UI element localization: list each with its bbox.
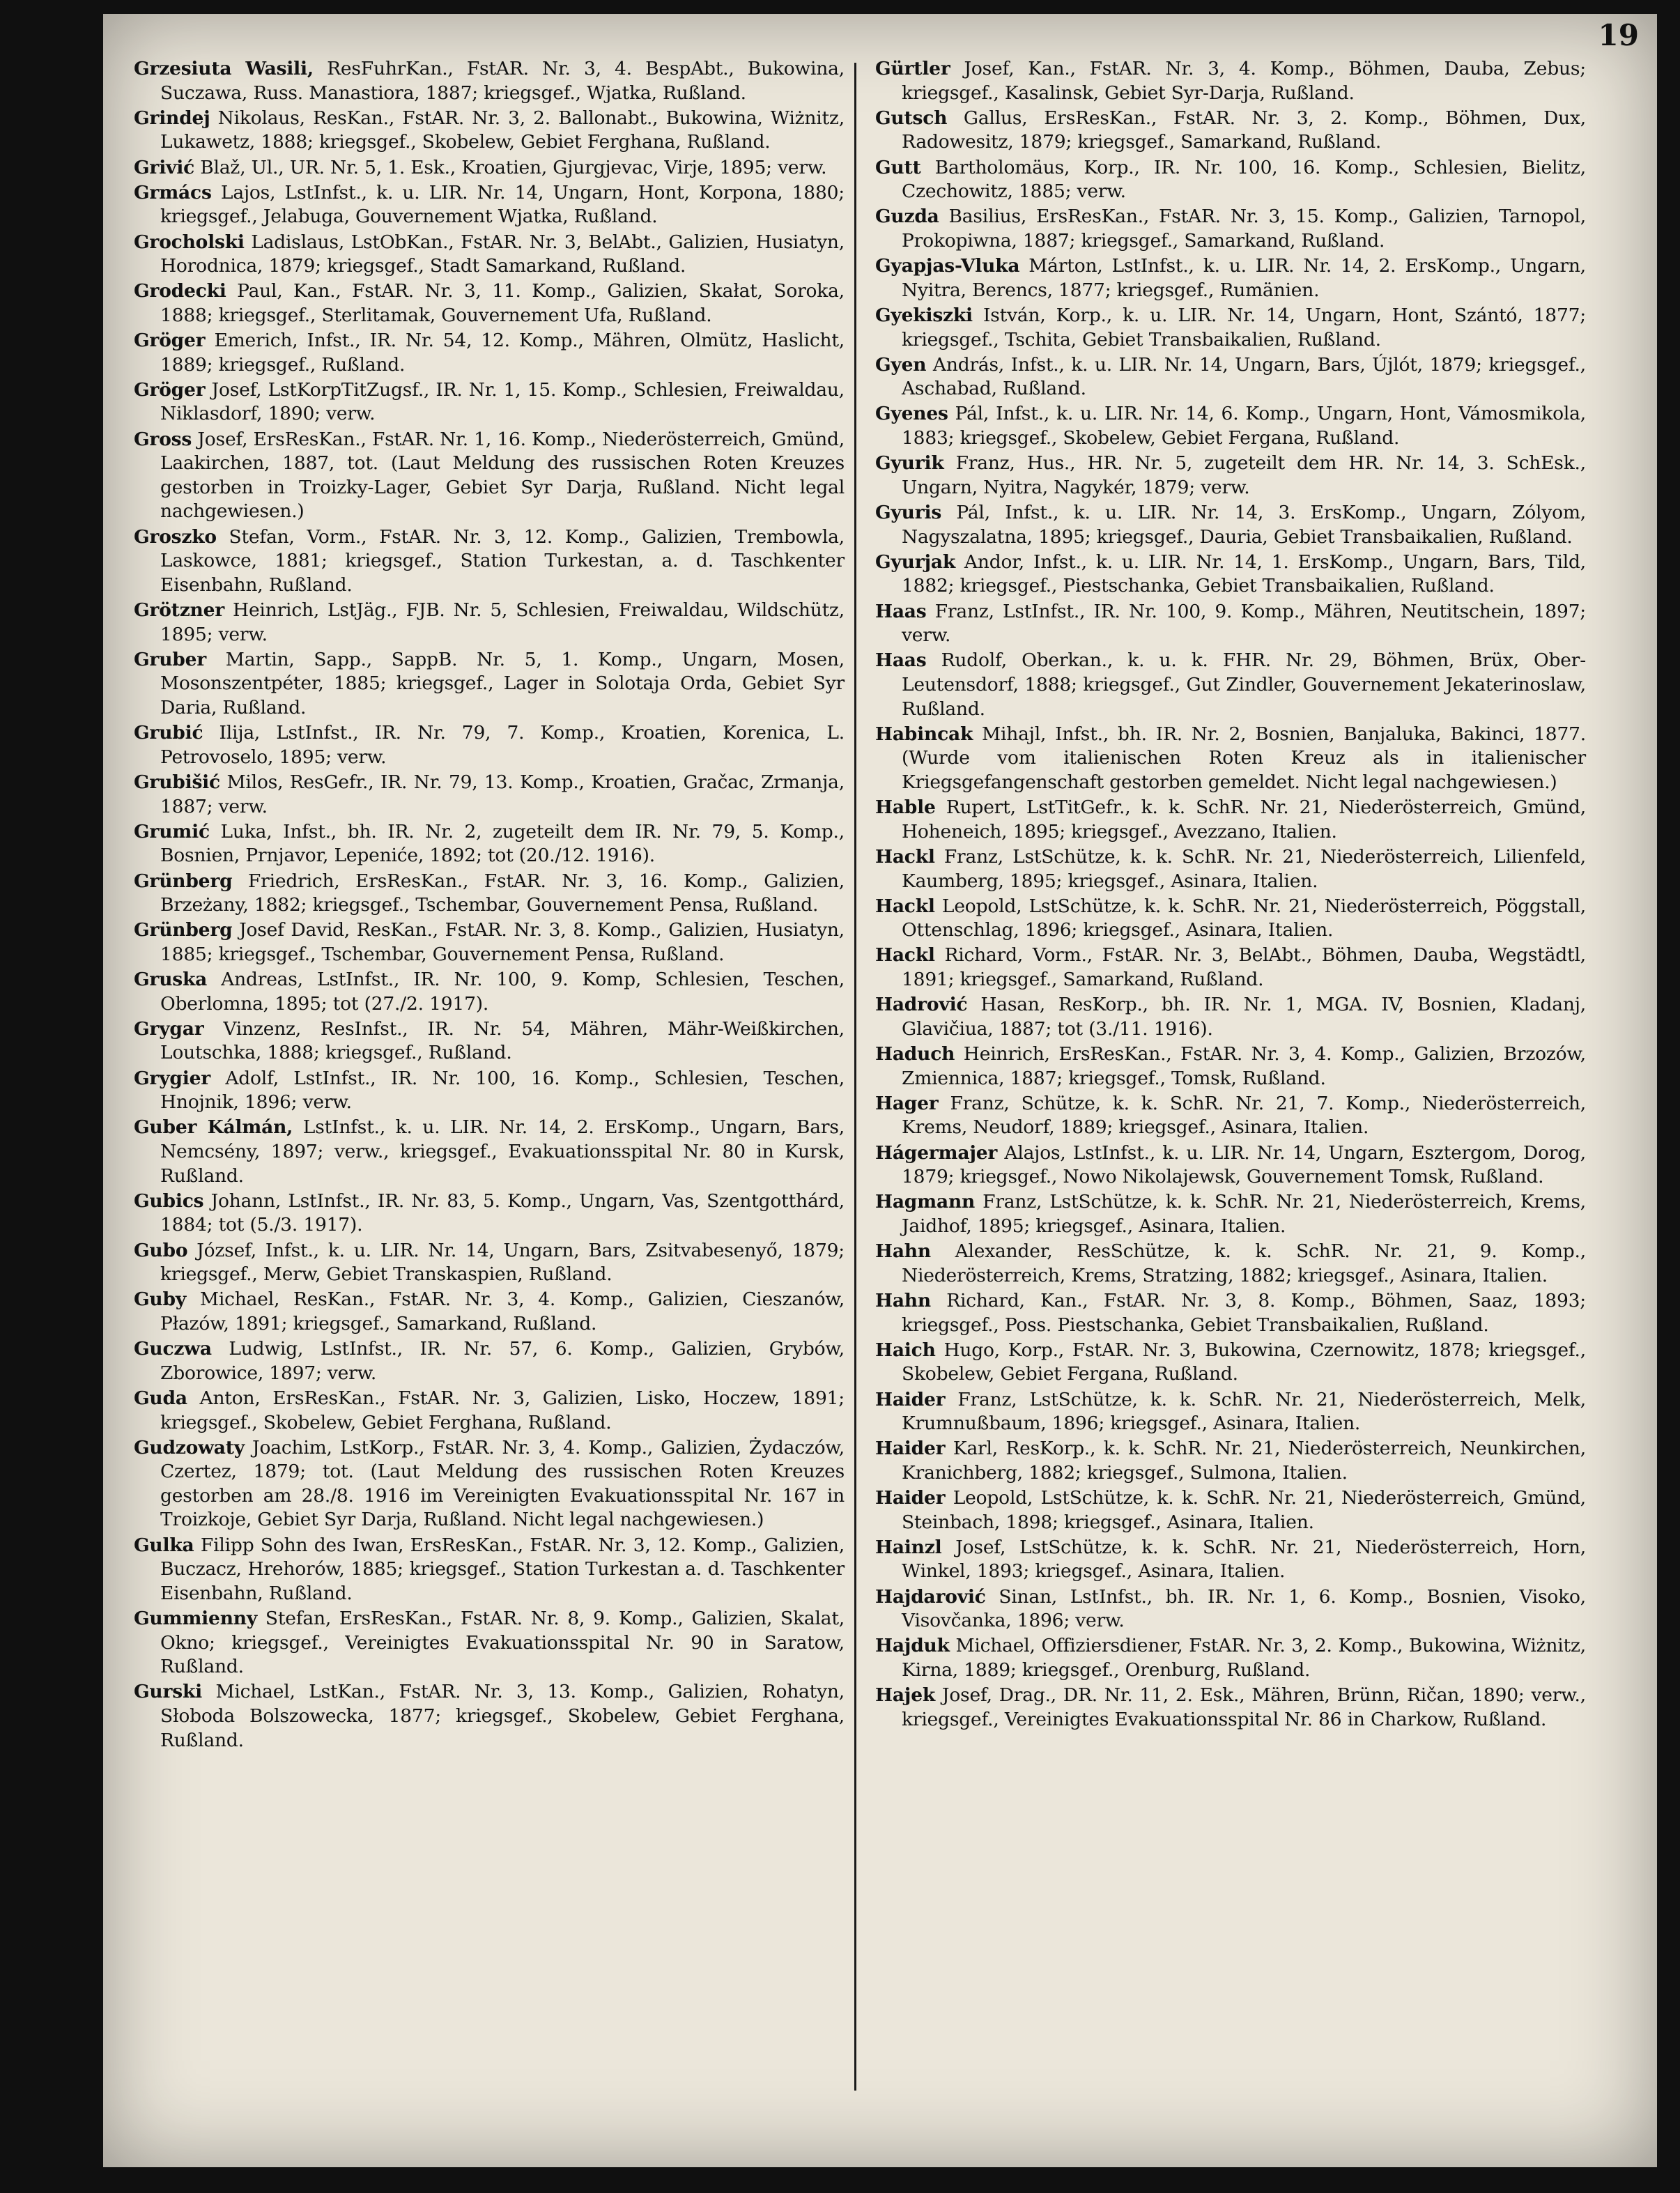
register-entry: [875, 402, 1586, 450]
register-entry: [134, 1680, 845, 1753]
entry-surname: Hager: [875, 1092, 939, 1114]
entry-details: Milos, ResGefr., IR. Nr. 79, 13. Komp., Kroatien, Gračac, Zrmanja, 1887; verw.: [160, 771, 845, 817]
entry-surname: Grmács: [134, 181, 212, 203]
entry-details: Mihajl, Infst., bh. IR. Nr. 2, Bosnien, Banjaluka, Bakinci, 1877. (Wurde vom italienischen Roten Kreuz als in italienischer Kriegsgefangenschaft gestorben gemeldet. Nicht legal nachgewiesen.): [902, 723, 1586, 793]
entry-details: Andreas, LstInfst., IR. Nr. 100, 9. Komp, Schlesien, Teschen, Oberlomna, 1895; tot (27./2. 1917).: [160, 969, 845, 1015]
register-entry: [134, 181, 845, 229]
entry-details: Michael, ResKan., FstAR. Nr. 3, 4. Komp., Galizien, Cieszanów, Płazów, 1891; kriegsgef., Samarkand, Rußland.: [160, 1288, 845, 1334]
entry-surname: Hágermajer: [875, 1141, 998, 1164]
entry-details: Leopold, LstSchütze, k. k. SchR. Nr. 21, Niederösterreich, Gmünd, Steinbach, 1898; kriegsgef., Asinara, Italien.: [902, 1487, 1586, 1533]
register-entry: [134, 525, 845, 598]
entry-surname: Grindej: [134, 107, 210, 129]
entry-details: Vinzenz, ResInfst., IR. Nr. 54, Mähren, Mähr-Weißkirchen, Loutschka, 1888; kriegsgef., Rußland.: [160, 1017, 845, 1064]
register-entry: [134, 1337, 845, 1385]
register-entry: [134, 57, 845, 105]
register-entry: [875, 1190, 1586, 1238]
entry-surname: Guber Kálmán,: [134, 1116, 293, 1139]
entry-surname: Grumić: [134, 820, 210, 842]
entry-details: Josef David, ResKan., FstAR. Nr. 3, 8. Komp., Galizien, Husiatyn, 1885; kriegsgef., Tschembar, Gouvernement Pensa, Rußland.: [160, 919, 845, 965]
entry-surname: Gubics: [134, 1190, 204, 1212]
register-entry: [134, 378, 845, 426]
entry-surname: Gutt: [875, 156, 921, 178]
entry-surname: Grodecki: [134, 280, 226, 302]
entry-details: Pál, Infst., k. u. LIR. Nr. 14, 3. ErsKomp., Ungarn, Zólyom, Nagyszalatna, 1895; kriegsgef., Dauria, Gebiet Transbaikalien, Rußland.: [902, 502, 1586, 548]
entry-details: Josef, ErsResKan., FstAR. Nr. 1, 16. Komp., Niederösterreich, Gmünd, Laakirchen, 1887, tot. (Laut Meldung des russischen Roten Kreuzes gestorben in Troizky-Lager, Gebiet Syr Darja, Rußland. Nicht legal nachgewiesen.): [160, 428, 845, 523]
register-entry: [134, 1607, 845, 1679]
entry-details: Gallus, ErsResKan., FstAR. Nr. 3, 2. Komp., Böhmen, Dux, Radowesitz, 1879; kriegsgef., Samarkand, Rußland.: [902, 107, 1586, 153]
entry-details: Heinrich, LstJäg., FJB. Nr. 5, Schlesien, Freiwaldau, Wildschütz, 1895; verw.: [160, 599, 845, 645]
register-entry: [875, 353, 1586, 401]
entry-surname: Guczwa: [134, 1338, 212, 1360]
entry-details: Karl, ResKorp., k. k. SchR. Nr. 21, Niederösterreich, Neunkirchen, Kranichberg, 1882; kriegsgef., Sulmona, Italien.: [902, 1438, 1586, 1484]
entry-surname: Guda: [134, 1387, 187, 1409]
register-entry: [134, 870, 845, 918]
entry-surname: Groszko: [134, 525, 217, 548]
entry-surname: Haider: [875, 1438, 946, 1460]
entry-details: Josef, Kan., FstAR. Nr. 3, 4. Komp., Böhmen, Dauba, Zebus; kriegsgef., Kasalinsk, Gebiet Syr-Darja, Rußland.: [902, 58, 1586, 104]
right-column: [875, 57, 1586, 1733]
register-entry: [875, 57, 1586, 105]
register-entry: [875, 205, 1586, 253]
entry-surname: Gyekiszki: [875, 304, 973, 326]
entry-surname: Gubo: [134, 1239, 188, 1261]
register-entry: [875, 895, 1586, 943]
entry-surname: Haider: [875, 1487, 946, 1509]
entry-surname: Gulka: [134, 1534, 194, 1556]
register-entry: [134, 1067, 845, 1115]
entry-details: LstInfst., k. u. LIR. Nr. 14, 2. ErsKomp., Ungarn, Bars, Nemcsény, 1897; verw., kriegsgef., Evakuationsspital Nr. 80 in Kursk, Rußland.: [160, 1116, 845, 1187]
entry-details: Josef, LstSchütze, k. k. SchR. Nr. 21, Niederösterreich, Horn, Winkel, 1893; kriegsgef., Asinara, Italien.: [902, 1536, 1586, 1583]
register-entry: [875, 551, 1586, 599]
entry-surname: Gummienny: [134, 1608, 258, 1630]
register-entry: [875, 107, 1586, 155]
register-entry: [875, 1634, 1586, 1682]
register-entry: [875, 600, 1586, 648]
register-entry: [875, 944, 1586, 992]
entry-details: Pál, Infst., k. u. LIR. Nr. 14, 6. Komp., Ungarn, Hont, Vámosmikola, 1883; kriegsgef., Skobelew, Gebiet Fergana, Rußland.: [902, 403, 1586, 449]
register-entry: [875, 1240, 1586, 1288]
entry-surname: Habincak: [875, 723, 973, 745]
entry-surname: Haich: [875, 1339, 936, 1361]
entry-details: Richard, Vorm., FstAR. Nr. 3, BelAbt., Böhmen, Dauba, Wegstädtl, 1891; kriegsgef., Samarkand, Rußland.: [902, 944, 1586, 991]
register-entry: [875, 452, 1586, 500]
entry-details: Ludwig, LstInfst., IR. Nr. 57, 6. Komp., Galizien, Grybów, Zborowice, 1897; verw.: [160, 1338, 845, 1384]
entry-surname: Grötzner: [134, 599, 225, 621]
entry-details: Johann, LstInfst., IR. Nr. 83, 5. Komp., Ungarn, Vas, Szentgotthárd, 1884; tot (5./3. 1917).: [160, 1190, 845, 1236]
entry-details: Franz, Schütze, k. k. SchR. Nr. 21, 7. Komp., Niederösterreich, Krems, Neudorf, 1889; kriegsgef., Asinara, Italien.: [902, 1092, 1586, 1139]
entry-details: Franz, Hus., HR. Nr. 5, zugeteilt dem HR. Nr. 14, 3. SchEsk., Ungarn, Nyitra, Nagykér, 1879; verw.: [902, 452, 1586, 498]
entry-details: Stefan, ErsResKan., FstAR. Nr. 8, 9. Komp., Galizien, Skalat, Okno; kriegsgef., Vereinigtes Evakuationsspital Nr. 90 in Saratow, Rußland.: [160, 1608, 845, 1678]
register-entry: [134, 1017, 845, 1065]
register-entry: [134, 279, 845, 328]
entry-surname: Gruber: [134, 648, 207, 670]
entry-details: Basilius, ErsResKan., FstAR. Nr. 3, 15. Komp., Galizien, Tarnopol, Prokopiwna, 1887; kriegsgef., Samarkand, Rußland.: [902, 206, 1586, 252]
entry-surname: Hahn: [875, 1289, 931, 1311]
entry-surname: Grünberg: [134, 919, 233, 941]
entry-details: Michael, Offiziersdiener, FstAR. Nr. 3, 2. Komp., Bukowina, Wiżnitz, Kirna, 1889; kriegsgef., Orenburg, Rußland.: [902, 1635, 1586, 1681]
entry-surname: Gröger: [134, 378, 206, 401]
entry-details: Andor, Infst., k. u. LIR. Nr. 14, 1. ErsKomp., Ungarn, Bars, Tild, 1882; kriegsgef., Piestschanka, Gebiet Transbaikalien, Rußland.: [902, 551, 1586, 597]
register-entry: [875, 1437, 1586, 1485]
entry-surname: Grygier: [134, 1067, 211, 1089]
register-entry: [875, 304, 1586, 352]
entry-details: Alexander, ResSchütze, k. k. SchR. Nr. 21, 9. Komp., Niederösterreich, Krems, Stratzing, 1882; kriegsgef., Asinara, Italien.: [902, 1240, 1586, 1286]
entry-details: Leopold, LstSchütze, k. k. SchR. Nr. 21, Niederösterreich, Pöggstall, Ottenschlag, 1896; kriegsgef., Asinara, Italien.: [902, 895, 1586, 941]
register-entry: [134, 721, 845, 769]
register-entry: [134, 1534, 845, 1606]
entry-details: Hugo, Korp., FstAR. Nr. 3, Bukowina, Czernowitz, 1878; kriegsgef., Skobelew, Gebiet Fergana, Rußland.: [902, 1339, 1586, 1385]
register-entry: [875, 501, 1586, 549]
entry-details: Friedrich, ErsResKan., FstAR. Nr. 3, 16. Komp., Galizien, Brzeżany, 1882; kriegsgef., Tschembar, Gouvernement Pensa, Rußland.: [160, 870, 845, 916]
register-entry: [875, 796, 1586, 844]
entry-surname: Hajduk: [875, 1635, 950, 1657]
entry-details: Nikolaus, ResKan., FstAR. Nr. 3, 2. Ballonabt., Bukowina, Wiżnitz, Lukawetz, 1888; kriegsgef., Skobelew, Gebiet Ferghana, Rußland.: [160, 107, 845, 153]
entry-details: Rupert, LstTitGefr., k. k. SchR. Nr. 21, Niederösterreich, Gmünd, Hoheneich, 1895; kriegsgef., Avezzano, Italien.: [902, 797, 1586, 842]
register-entry: [134, 231, 845, 279]
register-entry: [134, 1288, 845, 1336]
entry-details: Martin, Sapp., SappB. Nr. 5, 1. Komp., Ungarn, Mosen, Mosonszentpéter, 1885; kriegsgef., Lager in Solotaja Orda, Gebiet Syr Daria, Rußland.: [160, 648, 845, 718]
register-entry: [134, 918, 845, 967]
entry-surname: Grivić: [134, 156, 195, 178]
entry-surname: Hable: [875, 797, 936, 819]
entry-surname: Grubišić: [134, 771, 220, 793]
register-entry: [875, 1585, 1586, 1633]
entry-details: ResFuhrKan., FstAR. Nr. 3, 4. BespAbt., Bukowina, Suczawa, Russ. Manastiora, 1887; kriegsgef., Wjatka, Rußland.: [160, 58, 845, 104]
entry-surname: Grzesiuta Wasili,: [134, 58, 314, 79]
register-entry: [875, 1289, 1586, 1337]
entry-details: Ladislaus, LstObKan., FstAR. Nr. 3, BelAbt., Galizien, Husiatyn, Horodnica, 1879; kriegsgef., Stadt Samarkand, Rußland.: [160, 231, 845, 277]
entry-surname: Hadrović: [875, 994, 968, 1016]
entry-surname: Hackl: [875, 845, 935, 868]
entry-surname: Gyurjak: [875, 551, 955, 573]
entry-details: Alajos, LstInfst., k. u. LIR. Nr. 14, Ungarn, Esztergom, Dorog, 1879; kriegsgef., Nowo Nikolajewsk, Gouvernement Tomsk, Rußland.: [902, 1141, 1586, 1188]
register-entry: [134, 329, 845, 377]
entry-surname: Hajek: [875, 1684, 936, 1707]
register-entry: [875, 649, 1586, 721]
entry-details: Rudolf, Oberkan., k. u. k. FHR. Nr. 29, Böhmen, Brüx, Ober-Leutensdorf, 1888; kriegsgef., Gut Zindler, Gouvernement Jekaterinoslaw, Rußland.: [902, 649, 1586, 720]
register-entry: [134, 1387, 845, 1435]
entry-surname: Grocholski: [134, 231, 245, 253]
register-entry: [875, 1339, 1586, 1387]
entry-surname: Hajdarović: [875, 1585, 986, 1608]
register-entry: [875, 1684, 1586, 1732]
entry-details: Filipp Sohn des Iwan, ErsResKan., FstAR. Nr. 3, 12. Komp., Galizien, Buczacz, Hrehorów, 1885; kriegsgef., Station Turkestan a. d. Taschkenter Eisenbahn, Rußland.: [160, 1534, 845, 1604]
entry-surname: Haas: [875, 600, 927, 622]
entry-details: Emerich, Infst., IR. Nr. 54, 12. Komp., Mähren, Olmütz, Haslicht, 1889; kriegsgef., Rußland.: [160, 330, 845, 376]
entry-details: József, Infst., k. u. LIR. Nr. 14, Ungarn, Bars, Zsitvabesenyő, 1879; kriegsgef., Merw, Gebiet Transkaspien, Rußland.: [160, 1239, 845, 1286]
entry-details: Stefan, Vorm., FstAR. Nr. 3, 12. Komp., Galizien, Trembowla, Laskowce, 1881; kriegsgef., Station Turkestan, a. d. Taschkenter Eisenbahn, Rußland.: [160, 525, 845, 596]
register-entry: [875, 1141, 1586, 1190]
register-entry: [134, 1116, 845, 1188]
register-entry: [875, 1388, 1586, 1436]
entry-surname: Hahn: [875, 1240, 931, 1263]
entry-details: Luka, Infst., bh. IR. Nr. 2, zugeteilt dem IR. Nr. 79, 5. Komp., Bosnien, Prnjavor, Lepeniće, 1892; tot (20./12. 1916).: [160, 820, 845, 867]
register-entry: [875, 993, 1586, 1041]
entry-details: Bartholomäus, Korp., IR. Nr. 100, 16. Komp., Schlesien, Bielitz, Czechowitz, 1885; verw.: [902, 156, 1586, 203]
entry-surname: Gyen: [875, 353, 927, 376]
entry-details: András, Infst., k. u. LIR. Nr. 14, Ungarn, Bars, Újlót, 1879; kriegsgef., Aschabad, Rußland.: [902, 353, 1586, 400]
entry-surname: Gudzowaty: [134, 1436, 245, 1459]
entry-details: Blaž, Ul., UR. Nr. 5, 1. Esk., Kroatien, Gjurgjevac, Virje, 1895; verw.: [194, 156, 827, 178]
entry-details: Franz, LstSchütze, k. k. SchR. Nr. 21, Niederösterreich, Lilienfeld, Kaumberg, 1895; kriegsgef., Asinara, Italien.: [902, 845, 1586, 892]
register-entry: [134, 1436, 845, 1532]
entry-surname: Gutsch: [875, 107, 948, 129]
entry-surname: Haas: [875, 649, 927, 672]
entry-details: Heinrich, ErsResKan., FstAR. Nr. 3, 4. Komp., Galizien, Brzozów, Zmiennica, 1887; kriegsgef., Tomsk, Rußland.: [902, 1043, 1586, 1089]
register-entry: [134, 648, 845, 721]
register-entry: [134, 968, 845, 1016]
entry-surname: Haider: [875, 1388, 946, 1410]
register-entry: [875, 723, 1586, 795]
register-entry: [134, 156, 845, 180]
entry-details: Josef, Drag., DR. Nr. 11, 2. Esk., Mähren, Brünn, Ričan, 1890; verw., kriegsgef., Vereinigtes Evakuationsspital Nr. 86 in Charkow, Rußland.: [902, 1684, 1586, 1730]
entry-surname: Hackl: [875, 895, 935, 917]
entry-details: Franz, LstSchütze, k. k. SchR. Nr. 21, Niederösterreich, Krems, Jaidhof, 1895; kriegsgef., Asinara, Italien.: [902, 1191, 1586, 1237]
register-entry: [875, 1042, 1586, 1091]
entry-details: Richard, Kan., FstAR. Nr. 3, 8. Komp., Böhmen, Saaz, 1893; kriegsgef., Poss. Piestschanka, Gebiet Transbaikalien, Rußland.: [902, 1289, 1586, 1336]
entry-surname: Gyapjas-Vluka: [875, 255, 1020, 277]
entry-surname: Grygar: [134, 1017, 204, 1040]
register-entry: [875, 845, 1586, 893]
register-entry: [875, 254, 1586, 302]
entry-details: Sinan, LstInfst., bh. IR. Nr. 1, 6. Komp., Bosnien, Visoko, Visovčanka, 1896; verw.: [902, 1585, 1586, 1632]
register-entry: [875, 156, 1586, 204]
entry-surname: Gyenes: [875, 403, 948, 425]
document-page: [103, 14, 1657, 2167]
entry-surname: Hagmann: [875, 1191, 976, 1213]
entry-details: Anton, ErsResKan., FstAR. Nr. 3, Galizien, Lisko, Hoczew, 1891; kriegsgef., Skobelew, Gebiet Ferghana, Rußland.: [160, 1387, 845, 1433]
register-entry: [875, 1536, 1586, 1584]
entry-details: Michael, LstKan., FstAR. Nr. 3, 13. Komp., Galizien, Rohatyn, Słoboda Bolszowecka, 1877; kriegsgef., Skobelew, Gebiet Ferghana, Rußland.: [160, 1681, 845, 1751]
entry-details: Lajos, LstInfst., k. u. LIR. Nr. 14, Ungarn, Hont, Korpona, 1880; kriegsgef., Jelabuga, Gouvernement Wjatka, Rußland.: [160, 181, 845, 228]
entry-details: Paul, Kan., FstAR. Nr. 3, 11. Komp., Galizien, Skałat, Soroka, 1888; kriegsgef., Sterlitamak, Gouvernement Ufa, Rußland.: [160, 280, 845, 326]
register-entry: [134, 599, 845, 647]
entry-details: Josef, LstKorpTitZugsf., IR. Nr. 1, 15. Komp., Schlesien, Freiwaldau, Niklasdorf, 1890; verw.: [160, 378, 845, 425]
register-entry: [134, 771, 845, 819]
register-entry: [134, 820, 845, 868]
entry-surname: Gürtler: [875, 58, 950, 79]
entry-details: Franz, LstSchütze, k. k. SchR. Nr. 21, Niederösterreich, Melk, Krumnußbaum, 1896; kriegsgef., Asinara, Italien.: [902, 1388, 1586, 1435]
register-entry: [134, 1239, 845, 1287]
entry-surname: Hainzl: [875, 1536, 942, 1558]
entry-surname: Gyuris: [875, 502, 942, 524]
entry-details: István, Korp., k. u. LIR. Nr. 14, Ungarn, Hont, Szántó, 1877; kriegsgef., Tschita, Gebiet Transbaikalien, Rußland.: [902, 304, 1586, 351]
entry-details: Joachim, LstKorp., FstAR. Nr. 3, 4. Komp., Galizien, Żydaczów, Czertez, 1879; tot. (Laut Meldung des russischen Roten Kreuzes gestorben am 28./8. 1916 im Vereinigten Evakuationsspital Nr. 167 in Troizkoje, Gebiet Syr Darja, Rußland. Nicht legal nachgewiesen.): [160, 1436, 845, 1531]
register-entry: [134, 1190, 845, 1238]
entry-surname: Grünberg: [134, 870, 233, 892]
entry-details: Márton, LstInfst., k. u. LIR. Nr. 14, 2. ErsKomp., Ungarn, Nyitra, Berencs, 1877; kriegsgef., Rumänien.: [902, 255, 1586, 301]
entry-surname: Gruska: [134, 969, 208, 991]
entry-surname: Gröger: [134, 330, 206, 352]
register-entry: [134, 107, 845, 155]
register-entry: [875, 1486, 1586, 1534]
register-entry: [875, 1092, 1586, 1140]
entry-surname: Gross: [134, 428, 192, 450]
page-number: 19: [1598, 18, 1639, 52]
entry-details: Hasan, ResKorp., bh. IR. Nr. 1, MGA. IV, Bosnien, Kladanj, Glavičiua, 1887; tot (3./11. 1916).: [902, 994, 1586, 1040]
entry-surname: Gurski: [134, 1681, 203, 1703]
register-entry: [134, 428, 845, 524]
entry-surname: Guby: [134, 1288, 187, 1311]
entry-details: Franz, LstInfst., IR. Nr. 100, 9. Komp., Mähren, Neutitschein, 1897; verw.: [902, 600, 1586, 647]
entry-surname: Grubić: [134, 722, 203, 744]
left-column: [134, 57, 845, 1754]
entry-surname: Guzda: [875, 206, 939, 228]
entry-details: Ilija, LstInfst., IR. Nr. 79, 7. Komp., Kroatien, Korenica, L. Petrovoselo, 1895; verw.: [160, 722, 845, 768]
entry-surname: Haduch: [875, 1043, 955, 1065]
entry-surname: Hackl: [875, 944, 935, 967]
column-divider: [854, 63, 856, 2091]
entry-surname: Gyurik: [875, 452, 944, 475]
entry-details: Adolf, LstInfst., IR. Nr. 100, 16. Komp., Schlesien, Teschen, Hnojnik, 1896; verw.: [160, 1067, 845, 1114]
